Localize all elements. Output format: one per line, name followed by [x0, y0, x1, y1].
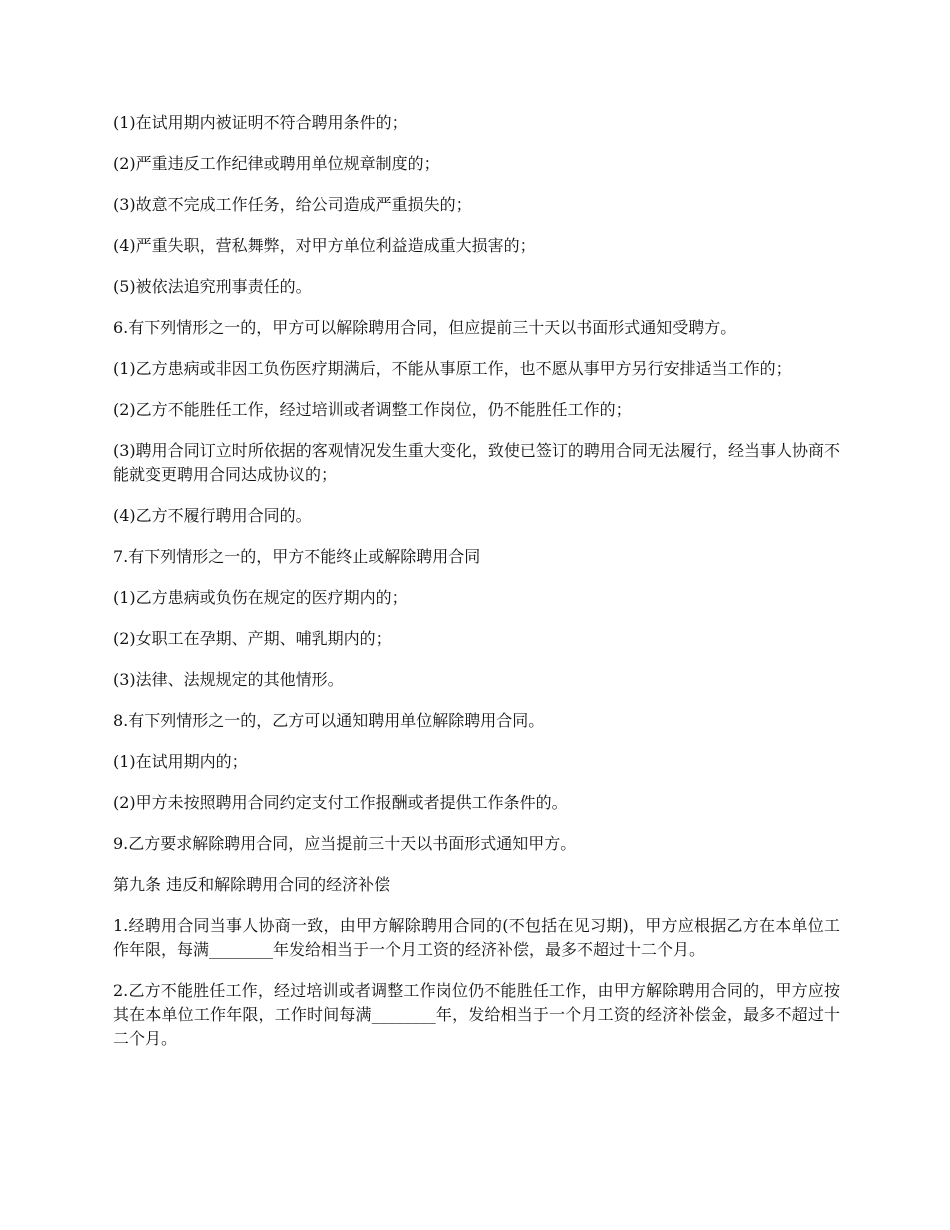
paragraph: 6.有下列情形之一的，甲方可以解除聘用合同，但应提前三十天以书面形式通知受聘方。: [113, 318, 737, 337]
paragraph: (3)法律、法规规定的其他情形。: [113, 670, 344, 689]
paragraph: (5)被依法追究刑事责任的。: [113, 277, 312, 296]
paragraph: (2)严重违反工作纪律或聘用单位规章制度的；: [113, 154, 440, 173]
section-heading: 第九条 违反和解除聘用合同的经济补偿: [113, 875, 391, 894]
paragraph: 1.经聘用合同当事人协商一致，由甲方解除聘用合同的(不包括在见习期)，甲方应根据乙方在本单位工作年限，每满________年发给相当于一个月工资的经济补偿，最多不超过十二个月。: [113, 916, 840, 959]
paragraph: 8.有下列情形之一的，乙方可以通知聘用单位解除聘用合同。: [113, 711, 545, 730]
paragraph: (3)故意不完成工作任务，给公司造成严重损失的；: [113, 195, 472, 214]
paragraph: (4)乙方不履行聘用合同的。: [113, 506, 312, 525]
paragraph: (1)乙方患病或非因工负伤医疗期满后，不能从事原工作，也不愿从事甲方另行安排适当工作的；: [113, 359, 792, 378]
paragraph: (4)严重失职，营私舞弊，对甲方单位利益造成重大损害的；: [113, 236, 536, 255]
paragraph: (1)乙方患病或负伤在规定的医疗期内的；: [113, 588, 408, 607]
paragraph: (1)在试用期内被证明不符合聘用条件的；: [113, 113, 408, 132]
paragraph: 7.有下列情形之一的，甲方不能终止或解除聘用合同: [113, 547, 481, 566]
paragraph: (2)乙方不能胜任工作，经过培训或者调整工作岗位，仍不能胜任工作的；: [113, 400, 632, 419]
paragraph: (1)在试用期内的；: [113, 752, 248, 771]
paragraph: (2)女职工在孕期、产期、哺乳期内的；: [113, 629, 392, 648]
paragraph: (3)聘用合同订立时所依据的客观情况发生重大变化，致使已签订的聘用合同无法履行，经当事人协商不能就变更聘用合同达成协议的；: [113, 441, 840, 484]
paragraph: 2.乙方不能胜任工作，经过培训或者调整工作岗位仍不能胜任工作，由甲方解除聘用合同的，甲方应按其在本单位工作年限，工作时间每满________年，发给相当于一个月工资的经济补偿金，最多不超过十二个月。: [113, 981, 840, 1048]
document-body: [113, 111, 840, 1068]
paragraph: 9.乙方要求解除聘用合同，应当提前三十天以书面形式通知甲方。: [113, 834, 577, 853]
paragraph: (2)甲方未按照聘用合同约定支付工作报酬或者提供工作条件的。: [113, 793, 568, 812]
